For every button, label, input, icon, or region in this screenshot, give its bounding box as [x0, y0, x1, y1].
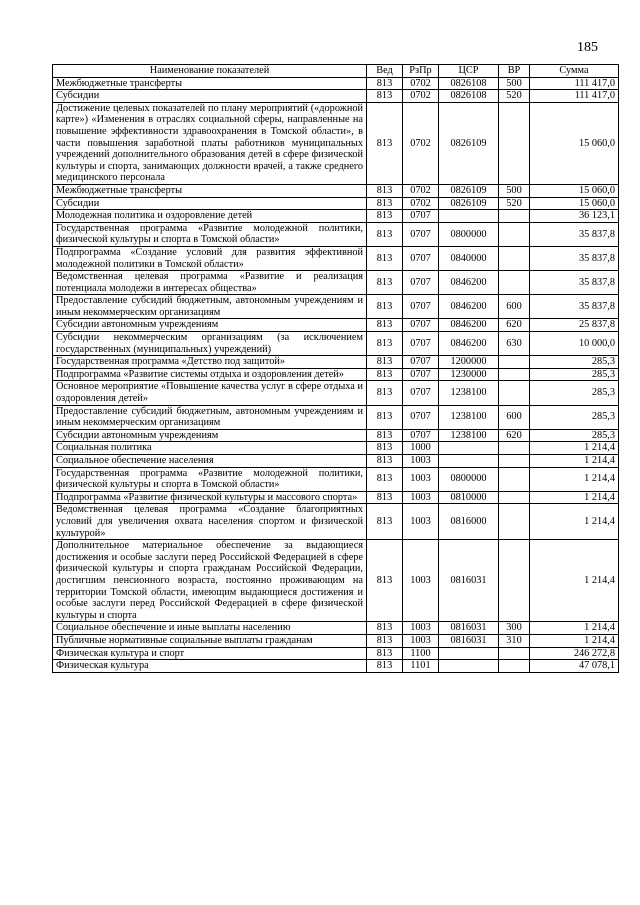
cell-name: Межбюджетные трансферты — [53, 77, 367, 90]
cell-ved: 813 — [367, 319, 403, 332]
cell-sum: 36 123,1 — [530, 210, 619, 223]
cell-vr: 620 — [499, 429, 530, 442]
cell-ved: 813 — [367, 210, 403, 223]
cell-ved: 813 — [367, 647, 403, 660]
cell-name: Физическая культура — [53, 660, 367, 673]
cell-sum: 25 837,8 — [530, 319, 619, 332]
cell-rzpr: 1101 — [403, 660, 439, 673]
cell-sum: 1 214,4 — [530, 504, 619, 540]
cell-sum: 111 417,0 — [530, 90, 619, 103]
cell-vr — [499, 222, 530, 246]
cell-vr — [499, 491, 530, 504]
cell-name: Социальная политика — [53, 442, 367, 455]
cell-ved: 813 — [367, 405, 403, 429]
cell-vr: 500 — [499, 184, 530, 197]
cell-rzpr: 0707 — [403, 210, 439, 223]
cell-ved: 813 — [367, 634, 403, 647]
cell-rzpr: 0707 — [403, 356, 439, 369]
table-row — [53, 368, 619, 381]
cell-vr — [499, 647, 530, 660]
cell-sum: 15 060,0 — [530, 197, 619, 210]
cell-sum: 1 214,4 — [530, 442, 619, 455]
cell-name: Государственная программа «Развитие молодежной политики, физической культуры и спорта в Томской области» — [53, 222, 367, 246]
cell-ved: 813 — [367, 246, 403, 270]
table-row — [53, 504, 619, 540]
cell-rzpr: 1003 — [403, 504, 439, 540]
cell-sum: 1 214,4 — [530, 467, 619, 491]
cell-vr: 520 — [499, 197, 530, 210]
cell-ved: 813 — [367, 271, 403, 295]
cell-name: Социальное обеспечение населения — [53, 455, 367, 468]
cell-csr — [439, 647, 499, 660]
header-ved: Вед — [367, 65, 403, 78]
cell-ved: 813 — [367, 368, 403, 381]
cell-ved: 813 — [367, 455, 403, 468]
cell-csr: 0810000 — [439, 491, 499, 504]
cell-name: Субсидии — [53, 197, 367, 210]
cell-name: Подпрограмма «Развитие физической культуры и массового спорта» — [53, 491, 367, 504]
cell-ved: 813 — [367, 90, 403, 103]
cell-ved: 813 — [367, 197, 403, 210]
table-row — [53, 319, 619, 332]
cell-vr — [499, 368, 530, 381]
cell-sum: 285,3 — [530, 368, 619, 381]
cell-sum: 47 078,1 — [530, 660, 619, 673]
table-row — [53, 210, 619, 223]
cell-csr: 0846200 — [439, 295, 499, 319]
header-name: Наименование показателей — [53, 65, 367, 78]
cell-name: Субсидии — [53, 90, 367, 103]
cell-rzpr: 0707 — [403, 271, 439, 295]
table-row — [53, 90, 619, 103]
cell-name: Предоставление субсидий бюджетным, автономным учреждениям и иным некоммерческим организациям — [53, 295, 367, 319]
cell-rzpr: 1003 — [403, 634, 439, 647]
cell-vr — [499, 540, 530, 622]
cell-name: Предоставление субсидий бюджетным, автономным учреждениям и иным некоммерческим организациям — [53, 405, 367, 429]
cell-rzpr: 0707 — [403, 405, 439, 429]
table-row — [53, 622, 619, 635]
cell-vr — [499, 467, 530, 491]
page-number: 185 — [577, 40, 598, 55]
cell-sum: 285,3 — [530, 356, 619, 369]
cell-name: Социальное обеспечение и иные выплаты населению — [53, 622, 367, 635]
cell-vr — [499, 660, 530, 673]
cell-rzpr: 0707 — [403, 368, 439, 381]
cell-rzpr: 1003 — [403, 467, 439, 491]
cell-name: Подпрограмма «Развитие системы отдыха и оздоровления детей» — [53, 368, 367, 381]
cell-ved: 813 — [367, 660, 403, 673]
table-row — [53, 102, 619, 184]
cell-name: Основное мероприятие «Повышение качества услуг в сфере отдыха и оздоровления детей» — [53, 381, 367, 405]
cell-name: Дополнительное материальное обеспечение за выдающиеся достижения и особые заслуги перед Российской Федерацией в сфере физической культуры и спорта гражданам Российской Федерации, достигшим пенсионного возраста, постоянно проживающим на территории Томской области, имеющим выдающиеся достижения и особые заслуги перед Российской Федерацией в сфере физической культуры и спорта — [53, 540, 367, 622]
cell-csr: 1238100 — [439, 405, 499, 429]
cell-name: Субсидии некоммерческим организациям (за исключением государственных (муниципальных) учреждений) — [53, 332, 367, 356]
cell-name: Государственная программа «Детство под защитой» — [53, 356, 367, 369]
cell-sum: 10 000,0 — [530, 332, 619, 356]
table-row — [53, 184, 619, 197]
cell-vr — [499, 271, 530, 295]
cell-csr — [439, 455, 499, 468]
cell-csr: 0816000 — [439, 504, 499, 540]
table-row — [53, 271, 619, 295]
table-row — [53, 491, 619, 504]
cell-ved: 813 — [367, 222, 403, 246]
table-row — [53, 647, 619, 660]
cell-csr — [439, 210, 499, 223]
cell-sum: 285,3 — [530, 429, 619, 442]
cell-rzpr: 0702 — [403, 184, 439, 197]
cell-csr: 0846200 — [439, 319, 499, 332]
cell-rzpr: 0707 — [403, 295, 439, 319]
cell-vr: 600 — [499, 405, 530, 429]
table-row — [53, 77, 619, 90]
cell-sum: 15 060,0 — [530, 184, 619, 197]
cell-csr: 0826108 — [439, 77, 499, 90]
cell-csr: 0826109 — [439, 102, 499, 184]
cell-vr: 300 — [499, 622, 530, 635]
cell-ved: 813 — [367, 467, 403, 491]
cell-rzpr: 0702 — [403, 90, 439, 103]
cell-rzpr: 1003 — [403, 540, 439, 622]
table-row — [53, 634, 619, 647]
table-row — [53, 246, 619, 270]
table-header-row — [53, 65, 619, 78]
table-row — [53, 429, 619, 442]
table-row — [53, 467, 619, 491]
cell-rzpr: 0702 — [403, 77, 439, 90]
cell-ved: 813 — [367, 295, 403, 319]
cell-sum: 35 837,8 — [530, 246, 619, 270]
cell-csr — [439, 660, 499, 673]
cell-name: Публичные нормативные социальные выплаты гражданам — [53, 634, 367, 647]
cell-csr: 0826109 — [439, 197, 499, 210]
cell-sum: 35 837,8 — [530, 271, 619, 295]
cell-name: Ведомственная целевая программа «Развитие и реализация потенциала молодежи в интересах общества» — [53, 271, 367, 295]
cell-ved: 813 — [367, 77, 403, 90]
cell-csr: 1238100 — [439, 429, 499, 442]
header-csr: ЦСР — [439, 65, 499, 78]
cell-vr: 620 — [499, 319, 530, 332]
cell-ved: 813 — [367, 184, 403, 197]
table-row — [53, 356, 619, 369]
table-row — [53, 442, 619, 455]
cell-vr — [499, 381, 530, 405]
cell-sum: 1 214,4 — [530, 634, 619, 647]
cell-rzpr: 0707 — [403, 381, 439, 405]
cell-csr: 0840000 — [439, 246, 499, 270]
cell-vr — [499, 356, 530, 369]
cell-vr: 600 — [499, 295, 530, 319]
cell-vr — [499, 504, 530, 540]
cell-rzpr: 0707 — [403, 332, 439, 356]
cell-csr: 0816031 — [439, 622, 499, 635]
table-row — [53, 455, 619, 468]
cell-rzpr: 1000 — [403, 442, 439, 455]
cell-rzpr: 1100 — [403, 647, 439, 660]
cell-vr — [499, 442, 530, 455]
cell-csr: 0846200 — [439, 271, 499, 295]
cell-csr: 1200000 — [439, 356, 499, 369]
cell-ved: 813 — [367, 622, 403, 635]
cell-sum: 1 214,4 — [530, 540, 619, 622]
cell-rzpr: 0702 — [403, 102, 439, 184]
cell-name: Ведомственная целевая программа «Создание благоприятных условий для увеличения охвата населения спортом и физической культурой» — [53, 504, 367, 540]
cell-name: Подпрограмма «Создание условий для развития эффективной молодежной политики в Томской области» — [53, 246, 367, 270]
cell-vr — [499, 102, 530, 184]
cell-csr: 1230000 — [439, 368, 499, 381]
cell-vr — [499, 246, 530, 270]
cell-sum: 1 214,4 — [530, 622, 619, 635]
cell-csr: 0826108 — [439, 90, 499, 103]
cell-ved: 813 — [367, 540, 403, 622]
budget-table — [52, 64, 619, 673]
cell-name: Достижение целевых показателей по плану мероприятий («дорожной карте») «Изменения в отраслях социальной сферы, направленные на повышение эффективности здравоохранения в Томской области», в части повышения заработной платы работников муниципальных учреждений дополнительного образования детей в сфере физической культуры и спорта, занимающих должности врачей, а также среднего медицинского персонала — [53, 102, 367, 184]
table-row — [53, 381, 619, 405]
cell-csr — [439, 442, 499, 455]
cell-name: Межбюджетные трансферты — [53, 184, 367, 197]
cell-name: Субсидии автономным учреждениям — [53, 429, 367, 442]
cell-sum: 15 060,0 — [530, 102, 619, 184]
cell-csr: 0800000 — [439, 222, 499, 246]
cell-rzpr: 0707 — [403, 319, 439, 332]
cell-ved: 813 — [367, 332, 403, 356]
table-row — [53, 405, 619, 429]
table-row — [53, 197, 619, 210]
header-rzpr: РзПр — [403, 65, 439, 78]
cell-sum: 246 272,8 — [530, 647, 619, 660]
cell-sum: 285,3 — [530, 405, 619, 429]
cell-csr: 1238100 — [439, 381, 499, 405]
table-row — [53, 295, 619, 319]
cell-csr: 0846200 — [439, 332, 499, 356]
cell-ved: 813 — [367, 381, 403, 405]
cell-vr: 520 — [499, 90, 530, 103]
cell-sum: 35 837,8 — [530, 295, 619, 319]
cell-sum: 35 837,8 — [530, 222, 619, 246]
cell-csr: 0826109 — [439, 184, 499, 197]
cell-name: Молодежная политика и оздоровление детей — [53, 210, 367, 223]
cell-ved: 813 — [367, 491, 403, 504]
cell-ved: 813 — [367, 442, 403, 455]
cell-vr — [499, 210, 530, 223]
table-row — [53, 540, 619, 622]
cell-rzpr: 0707 — [403, 429, 439, 442]
cell-sum: 111 417,0 — [530, 77, 619, 90]
table-row — [53, 222, 619, 246]
cell-rzpr: 0707 — [403, 222, 439, 246]
cell-name: Государственная программа «Развитие молодежной политики, физической культуры и спорта в Томской области» — [53, 467, 367, 491]
cell-vr: 500 — [499, 77, 530, 90]
cell-ved: 813 — [367, 504, 403, 540]
cell-csr: 0816031 — [439, 634, 499, 647]
cell-name: Субсидии автономным учреждениям — [53, 319, 367, 332]
header-sum: Сумма — [530, 65, 619, 78]
cell-rzpr: 1003 — [403, 622, 439, 635]
cell-name: Физическая культура и спорт — [53, 647, 367, 660]
cell-rzpr: 0707 — [403, 246, 439, 270]
cell-sum: 285,3 — [530, 381, 619, 405]
cell-ved: 813 — [367, 102, 403, 184]
cell-sum: 1 214,4 — [530, 491, 619, 504]
cell-sum: 1 214,4 — [530, 455, 619, 468]
cell-vr: 310 — [499, 634, 530, 647]
cell-ved: 813 — [367, 356, 403, 369]
cell-vr: 630 — [499, 332, 530, 356]
cell-ved: 813 — [367, 429, 403, 442]
cell-csr: 0816031 — [439, 540, 499, 622]
cell-rzpr: 0702 — [403, 197, 439, 210]
header-vr: ВР — [499, 65, 530, 78]
cell-csr: 0800000 — [439, 467, 499, 491]
cell-vr — [499, 455, 530, 468]
table-row — [53, 660, 619, 673]
table-row — [53, 332, 619, 356]
cell-rzpr: 1003 — [403, 455, 439, 468]
cell-rzpr: 1003 — [403, 491, 439, 504]
